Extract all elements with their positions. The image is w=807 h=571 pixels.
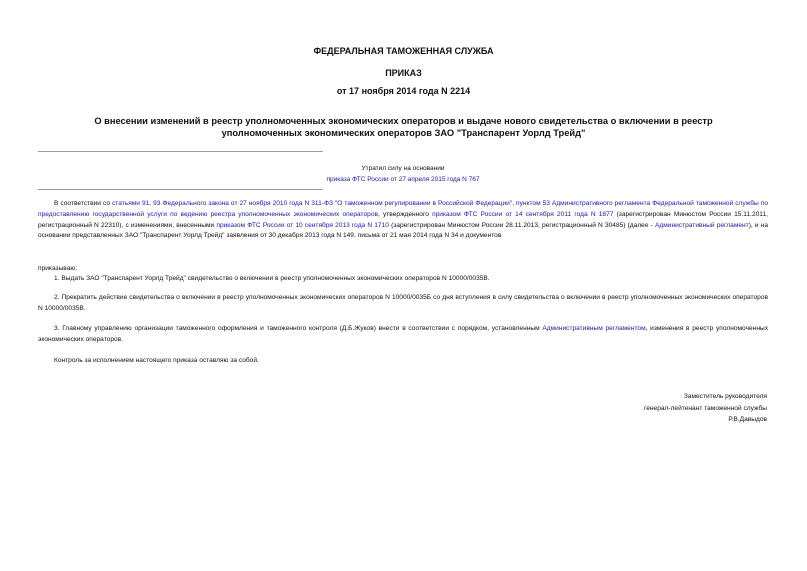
divider-top	[38, 151, 323, 152]
order-item-1: 1. Выдать ЗАО "Транспарент Уорлд Трейд" свидетельство о включении в реестр уполномоченных экономических операторов N 10000/0035В.	[54, 275, 490, 282]
order-item-2: 2. Прекратить действие свидетельства о включении в реестр уполномоченных экономических операторов N 10000/0035Б со дня вступления в силу свидетельства о включении в реестр уполномоченных экономических операторов N 10000/0035В.	[38, 294, 768, 312]
preamble-text-1: В соответствии со	[54, 200, 112, 207]
preamble-text-6: ), и на основании представленных ЗАО "Транспарент Уорлд Трейд" заявления от 30 декабря 2013 года N 149, письма от 21 мая 2014 года N 34 и документов	[38, 221, 768, 240]
control-paragraph: Контроль за исполнением настоящего приказа оставляю за собой.	[54, 357, 259, 364]
divider-bottom	[38, 189, 323, 190]
order-word: приказываю:	[38, 265, 78, 272]
repeal-note-text: Утратил силу на основании	[361, 165, 445, 172]
document-type: ПРИКАЗ	[385, 68, 422, 78]
document-title-text: О внесении изменений в реестр уполномоченных экономических операторов и выдаче нового свидетельства о включении в реестр уполномоченных экономических операторов ЗАО "Транспарент Уорлд Трейд"	[94, 116, 713, 138]
order-1877-link[interactable]: приказом ФТС России от 14 сентября 2011 года N 1877	[432, 210, 614, 218]
document-title	[0, 115, 807, 139]
order-item-3-text-1: 3. Главному управлению организации таможенного оформления и таможенного контроля (Д.Б.Жуков) внести в соответствии с порядком, установленным	[54, 325, 543, 332]
preamble-paragraph	[38, 199, 768, 242]
regulation-point-53-link[interactable]: пунктом 53 Административного регламента Федеральной таможенной службы по предоставлению государственной услуги по ведению реестра уполномоченных экономических операторов	[38, 200, 768, 218]
document-date-number: от 17 ноября 2014 года N 2214	[336, 86, 471, 96]
admin-regulation-link[interactable]: Административный регламент	[655, 221, 749, 229]
signer-name: Р.В.Давыдов	[728, 416, 767, 423]
law-311-fz-link[interactable]: статьями 91, 93 Федерального закона от 27 ноября 2010 года N 311-ФЗ "О таможенном регулировании в Российской Федерации"	[111, 200, 513, 207]
order-item-3	[38, 324, 768, 346]
signer-rank: генерал-лейтенант таможенной службы	[643, 404, 767, 412]
repeal-note	[300, 163, 506, 185]
preamble-text-3: , утвержденного	[377, 210, 433, 218]
signature-block	[644, 391, 767, 426]
signer-position: Заместитель руководителя	[683, 393, 767, 400]
preamble-text-2: ,	[512, 200, 517, 207]
preamble-text-5: (зарегистрирован Минюстом России 28.11.2013, регистрационный N 30485) (далее -	[388, 221, 655, 229]
admin-regulation-link-2[interactable]: Административным регламентом	[542, 325, 646, 332]
order-1710-link[interactable]: приказом ФТС России от 10 сентября 2013 года N 1710	[216, 221, 389, 229]
agency-name: ФЕДЕРАЛЬНАЯ ТАМОЖЕННАЯ СЛУЖБА	[313, 46, 494, 56]
preamble-text-4: (зарегистрирован Минюстом России 15.11.2011, регистрационный N 22310), с изменениями, внесенными	[38, 210, 768, 229]
order-item-3-text-2: , изменения в реестр уполномоченных экономических операторов.	[38, 325, 768, 343]
repeal-order-link[interactable]: приказа ФТС России от 27 апреля 2015 года N 767	[326, 176, 480, 183]
